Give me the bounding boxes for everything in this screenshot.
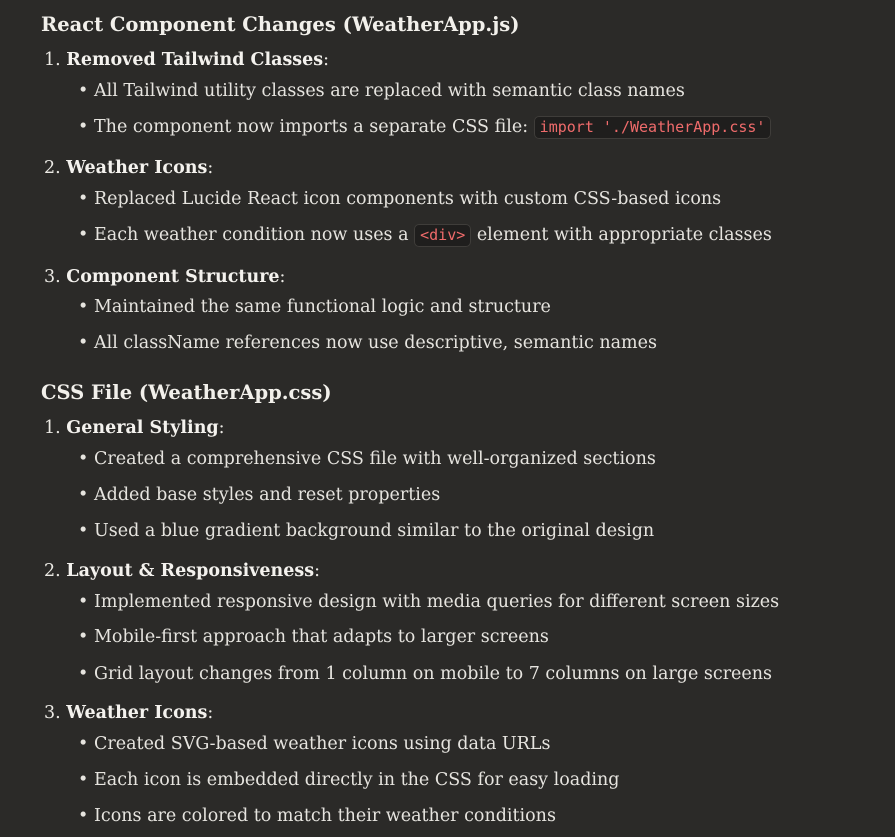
bullet-icon: • [78,225,89,245]
list-item [78,770,619,790]
bullet-icon: • [78,627,89,647]
bullet-icon: • [78,485,89,505]
list-item [78,734,550,754]
list-item [78,592,779,612]
item-number: 2. [44,158,61,178]
bullet-text: Replaced Lucide React icon components with custom CSS-based icons [94,189,722,209]
bullet-text: Grid layout changes from 1 column on mobile to 7 columns on large screens [94,664,773,684]
bullet-text-after: element with appropriate classes [471,225,772,245]
list-item [78,333,657,353]
list-item [78,449,656,469]
bullet-icon: • [78,592,89,612]
colon: : [323,50,330,70]
bullet-text: Icons are colored to match their weather conditions [94,806,556,826]
bullet-text: All Tailwind utility classes are replaced with semantic class names [94,81,685,101]
item-number: 3. [44,703,61,723]
list-item-title [44,158,213,178]
bullet-icon: • [78,664,89,684]
item-title: Weather Icons [66,158,208,178]
list-item [78,485,440,505]
colon: : [314,561,320,581]
bullet-icon: • [78,806,89,826]
colon: : [207,158,214,178]
list-item [78,117,771,137]
list-item-title [44,418,225,438]
bullet-text: Mobile-first approach that adapts to larger screens [94,627,549,647]
bullet-text: Maintained the same functional logic and structure [94,297,551,317]
bullet-text: Added base styles and reset properties [94,485,441,505]
section-heading: React Component Changes (WeatherApp.js) [41,13,520,36]
list-item [78,664,772,684]
item-number: 3. [44,267,61,287]
bullet-icon: • [78,81,89,101]
bullet-text: Implemented responsive design with media queries for different screen sizes [94,592,780,612]
bullet-text: The component now imports a separate CSS file: [94,117,534,137]
bullet-text: Created SVG-based weather icons using data URLs [94,734,551,754]
list-item [78,297,551,317]
list-item-title [44,703,213,723]
bullet-icon: • [78,297,89,317]
bullet-text: Each icon is embedded directly in the CSS for easy loading [94,770,620,790]
item-title: Weather Icons [66,703,208,723]
inline-code: <div> [414,224,471,247]
bullet-icon: • [78,734,89,754]
bullet-icon: • [78,521,89,541]
list-item [78,627,549,647]
colon: : [218,418,225,438]
colon: : [279,267,286,287]
list-item-title [44,267,285,287]
item-title: Layout & Responsiveness [66,561,315,581]
item-title: Component Structure [66,267,280,287]
section-heading: CSS File (WeatherApp.css) [41,381,332,404]
bullet-text: Each weather condition now uses a [94,225,415,245]
bullet-icon: • [78,449,89,469]
bullet-text: Created a comprehensive CSS file with well-organized sections [94,449,656,469]
item-number: 1. [44,50,61,70]
item-number: 2. [44,561,61,581]
bullet-icon: • [78,189,89,209]
inline-code: import './WeatherApp.css' [534,116,772,139]
bullet-text: All className references now use descriptive, semantic names [94,333,657,353]
list-item-title [44,561,320,581]
bullet-icon: • [78,117,89,137]
bullet-text: Used a blue gradient background similar to the original design [94,521,655,541]
item-number: 1. [44,418,61,438]
colon: : [207,703,214,723]
item-title: Removed Tailwind Classes [66,50,324,70]
list-item-title [44,50,329,70]
list-item [78,81,685,101]
list-item [78,521,654,541]
bullet-icon: • [78,770,89,790]
bullet-icon: • [78,333,89,353]
list-item [78,189,721,209]
list-item [78,225,772,245]
list-item [78,806,556,826]
item-title: General Styling [66,418,219,438]
